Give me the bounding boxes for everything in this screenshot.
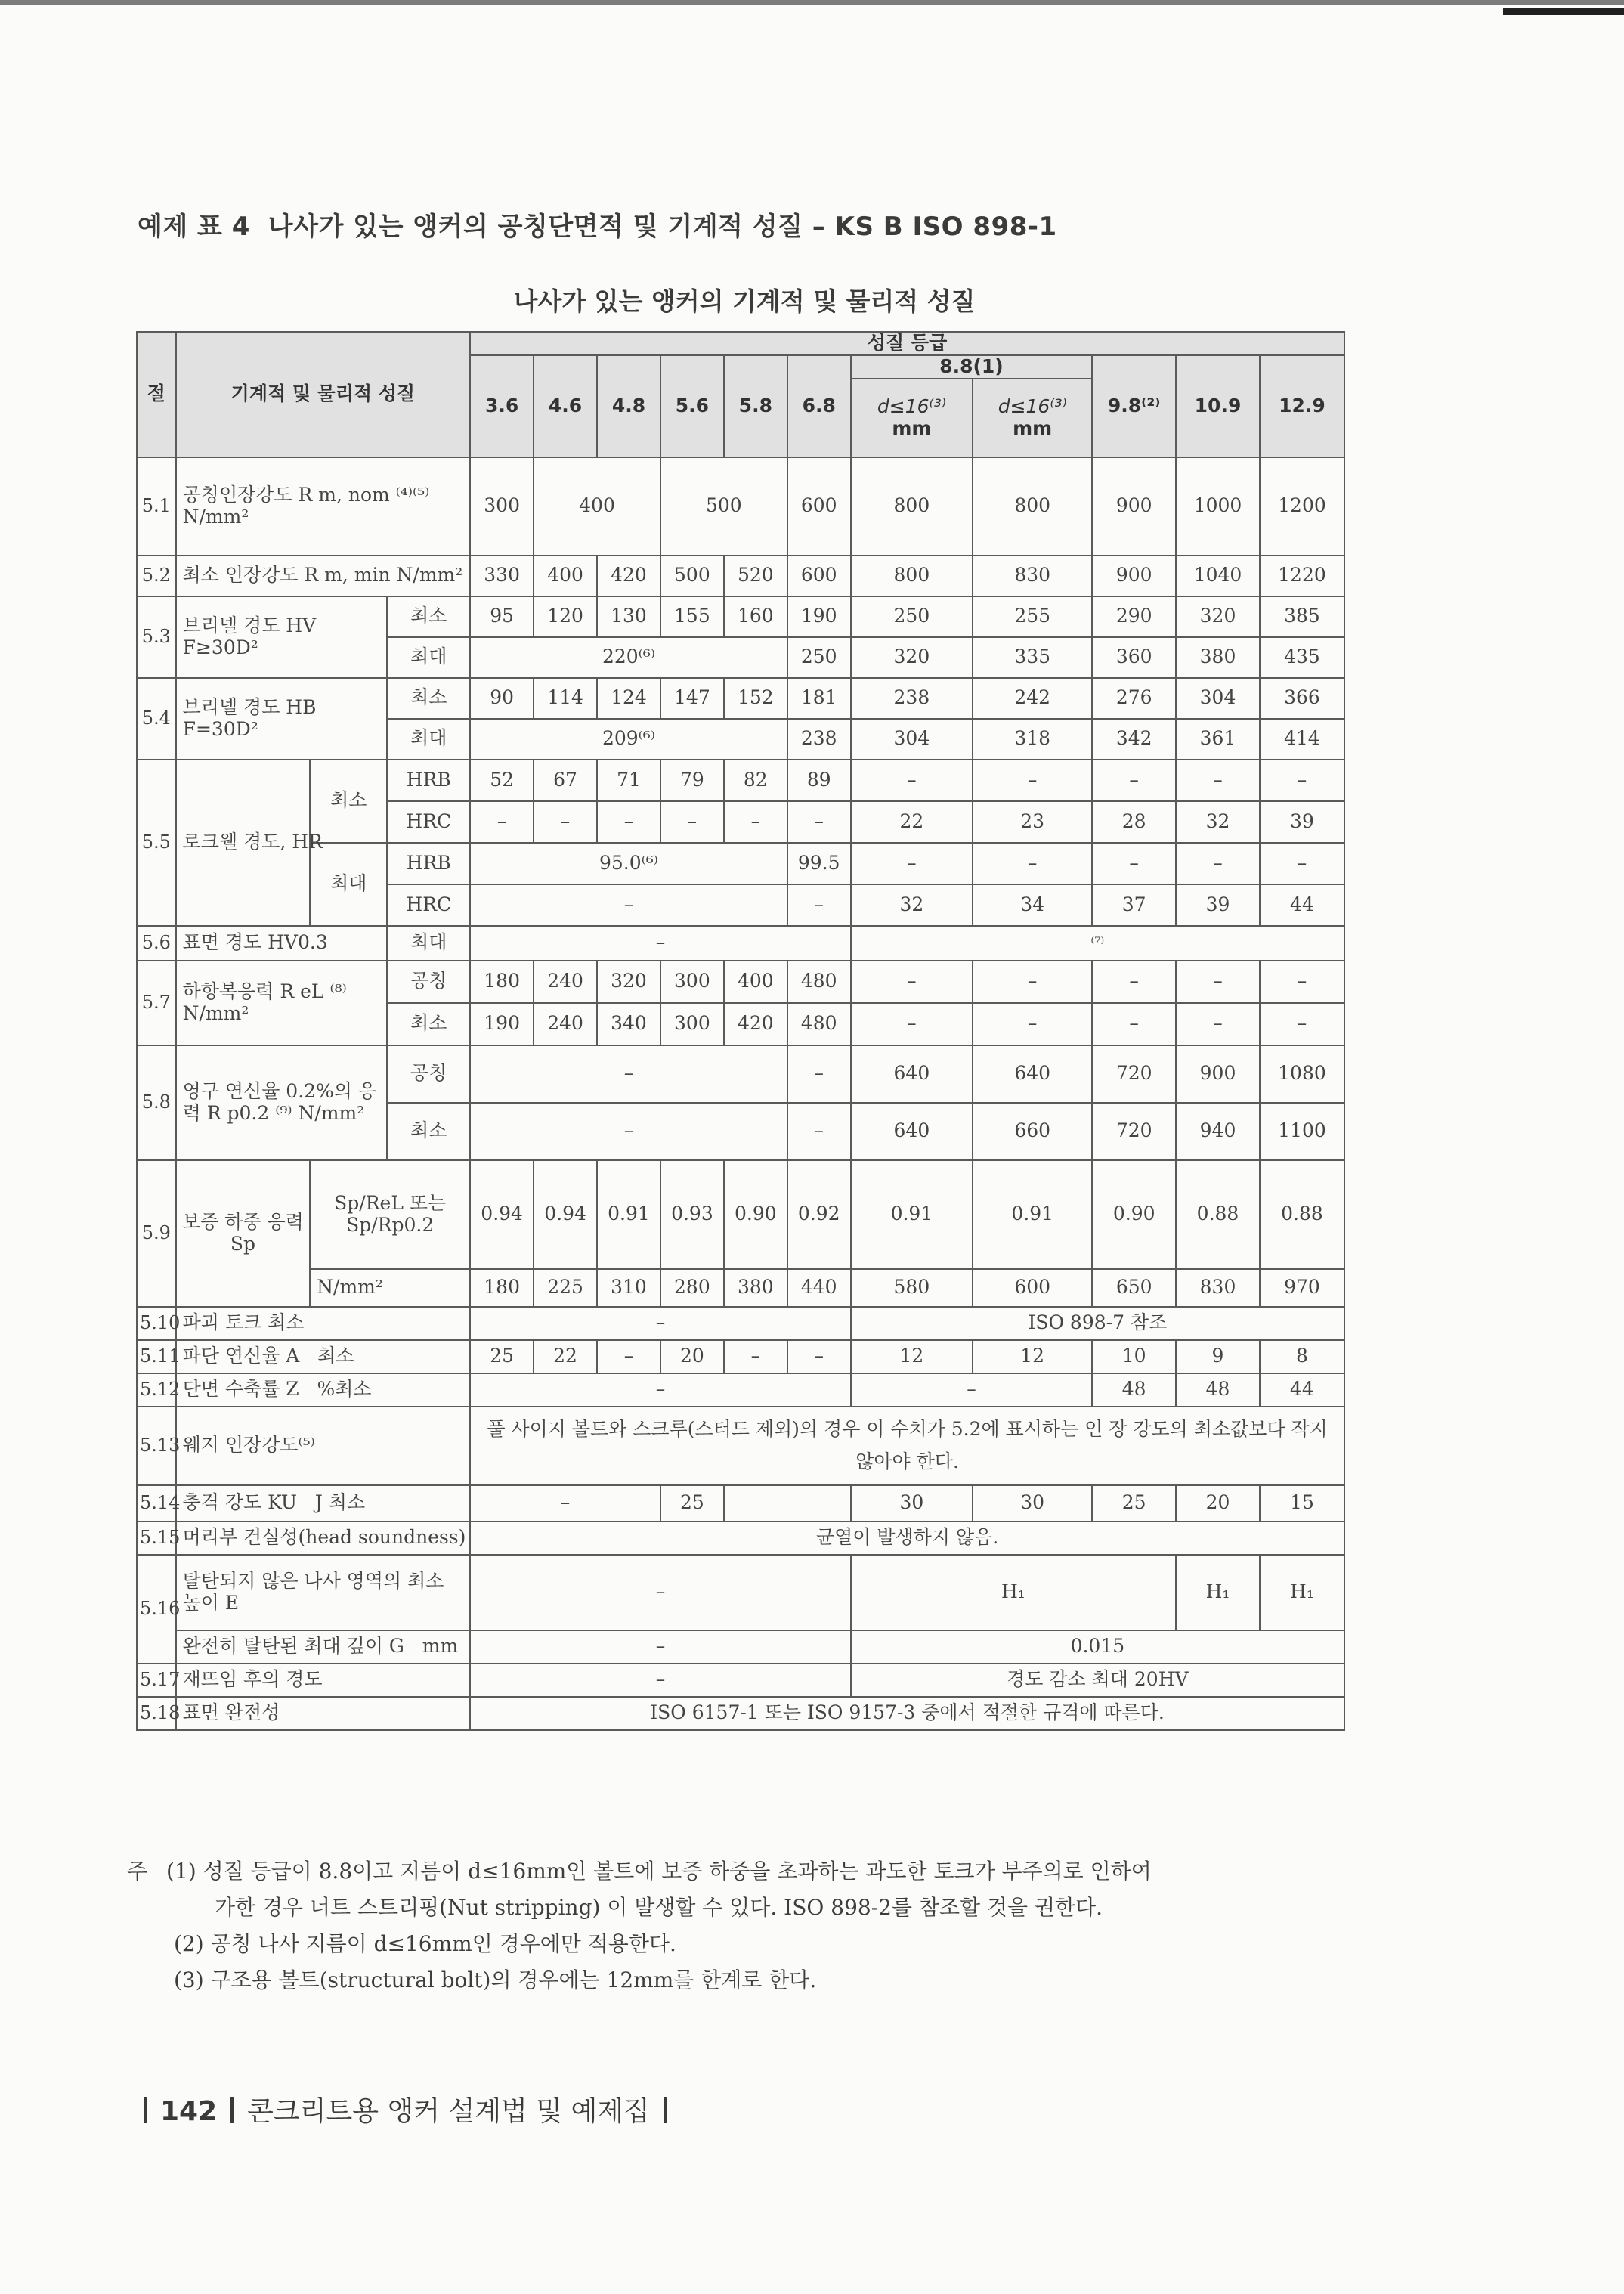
table-cell: 5.4 — [137, 678, 176, 760]
table-row — [137, 556, 1344, 596]
table-cell: 브리넬 경도 HV F≥30D² — [176, 596, 388, 678]
table-cell: 37 — [1092, 884, 1176, 926]
table-cell: 5.7 — [137, 961, 176, 1045]
table-cell: 충격 강도 KU J 최소 — [176, 1485, 471, 1522]
table-cell: 5.2 — [137, 556, 176, 596]
table-cell: 160 — [724, 596, 787, 637]
table-cell: 34 — [973, 884, 1092, 926]
table-cell: 44 — [1260, 884, 1344, 926]
table-cell: 하항복응력 R eL ⁽⁸⁾ N/mm² — [176, 961, 388, 1045]
table-cell: 414 — [1260, 719, 1344, 760]
table-cell: 32 — [1176, 801, 1260, 843]
table-cell: – — [1260, 1003, 1344, 1045]
clause-header: 절 — [137, 332, 176, 457]
table-cell: 5.11 — [137, 1340, 176, 1373]
table-cell: 900 — [1092, 457, 1176, 556]
table-cell: 220⁽⁶⁾ — [470, 637, 787, 678]
table-cell: – — [1260, 843, 1344, 884]
table-cell: 360 — [1092, 637, 1176, 678]
table-cell: 5.16 — [137, 1555, 176, 1664]
table-cell: – — [470, 1630, 851, 1664]
table-cell: 20 — [1176, 1485, 1260, 1522]
table-cell: 335 — [973, 637, 1092, 678]
table-cell: – — [787, 884, 851, 926]
table-cell: 브리넬 경도 HB F=30D² — [176, 678, 388, 760]
table-cell: Sp/ReL 또는 Sp/Rp0.2 — [310, 1160, 470, 1269]
table-cell: 435 — [1260, 637, 1344, 678]
table-cell: 800 — [851, 457, 973, 556]
table-cell: 320 — [1176, 596, 1260, 637]
table-cell: 380 — [724, 1269, 787, 1307]
table-cell: 0.88 — [1260, 1160, 1344, 1269]
table-cell: 238 — [787, 719, 851, 760]
table-cell: 재뜨임 후의 경도 — [176, 1664, 471, 1697]
table-cell: 640 — [851, 1045, 973, 1103]
table-row — [137, 961, 1344, 1003]
corner-rule — [1503, 8, 1624, 15]
footer-bar — [230, 2097, 234, 2123]
table-cell: – — [1176, 760, 1260, 801]
table-cell: H₁ — [851, 1555, 1176, 1630]
grade-98-header: 9.8⁽²⁾ — [1092, 355, 1176, 457]
table-cell: 5.14 — [137, 1485, 176, 1522]
table-cell: 420 — [597, 556, 660, 596]
table-cell — [724, 1485, 851, 1522]
table-row — [137, 1269, 1344, 1307]
table-cell: – — [787, 1045, 851, 1103]
table-cell: 147 — [660, 678, 724, 719]
page-footer — [130, 2090, 680, 2128]
note-1-cont: 가한 경우 너트 스트리핑(Nut stripping) 이 발생할 수 있다. ISO 898-2를 참조할 것을 권한다. — [215, 1895, 1103, 1920]
table-cell: 225 — [534, 1269, 597, 1307]
table-cell: 5.9 — [137, 1160, 176, 1307]
table-cell: 28 — [1092, 801, 1176, 843]
table-cell: – — [470, 1485, 660, 1522]
table-cell: 30 — [973, 1485, 1092, 1522]
table-cell: 5.10 — [137, 1307, 176, 1340]
table-cell: 240 — [534, 1003, 597, 1045]
table-row — [137, 1630, 1344, 1664]
table-cell: 탈탄되지 않은 나사 영역의 최소 높이 E — [176, 1555, 471, 1630]
table-cell: – — [973, 843, 1092, 884]
table-cell: 320 — [851, 637, 973, 678]
table-cell: 640 — [973, 1045, 1092, 1103]
grade-129-header: 12.9 — [1260, 355, 1344, 457]
table-cell: 970 — [1260, 1269, 1344, 1307]
table-cell: 5.12 — [137, 1373, 176, 1407]
table-cell: 5.5 — [137, 760, 176, 926]
table-cell: 71 — [597, 760, 660, 801]
table-cell: 0.88 — [1176, 1160, 1260, 1269]
grade-header: 4.8 — [597, 355, 660, 457]
table-cell: 209⁽⁶⁾ — [470, 719, 787, 760]
table-cell: 95.0⁽⁶⁾ — [470, 843, 787, 884]
table-cell: 114 — [534, 678, 597, 719]
table-cell: 99.5 — [787, 843, 851, 884]
table-cell: 표면 완전성 — [176, 1697, 471, 1730]
table-cell: 균열이 발생하지 않음. — [470, 1522, 1344, 1555]
table-row — [137, 1522, 1344, 1555]
grade-header: 3.6 — [470, 355, 534, 457]
table-cell: 보증 하중 응력 Sp — [176, 1160, 311, 1307]
table-cell: 5.1 — [137, 457, 176, 556]
table-cell: 300 — [660, 1003, 724, 1045]
table-cell: – — [597, 801, 660, 843]
table-cell: – — [1260, 961, 1344, 1003]
table-cell: – — [1092, 760, 1176, 801]
table-cell: 최소 인장강도 R m, min N/mm² — [176, 556, 471, 596]
table-cell: 파단 연신율 A 최소 — [176, 1340, 471, 1373]
table-cell: 5.8 — [137, 1045, 176, 1160]
table-cell: 0.90 — [1092, 1160, 1176, 1269]
table-cell: 600 — [787, 457, 851, 556]
table-cell: 89 — [787, 760, 851, 801]
table-cell: 39 — [1260, 801, 1344, 843]
table-cell: – — [1092, 843, 1176, 884]
table-cell: 500 — [660, 457, 787, 556]
table-cell: 181 — [787, 678, 851, 719]
table-cell: 12 — [851, 1340, 973, 1373]
grade-header: 4.6 — [534, 355, 597, 457]
grade-88a-header: d≤16⁽³⁾ mm — [851, 379, 973, 457]
table-cell: 0.94 — [470, 1160, 534, 1269]
table-cell: 32 — [851, 884, 973, 926]
table-cell: HRC — [387, 801, 470, 843]
table-cell: 255 — [973, 596, 1092, 637]
table-cell: 39 — [1176, 884, 1260, 926]
table-cell: 1040 — [1176, 556, 1260, 596]
table-cell: 0.93 — [660, 1160, 724, 1269]
table-cell: 15 — [1260, 1485, 1344, 1522]
table-caption — [138, 206, 1057, 243]
table-cell: 공칭 — [387, 1045, 470, 1103]
table-cell: 22 — [851, 801, 973, 843]
table-cell: 440 — [787, 1269, 851, 1307]
table-cell: – — [470, 926, 851, 961]
grade-88-header: 8.8(1) — [851, 355, 1093, 379]
table-row — [137, 457, 1344, 556]
table-cell: 1000 — [1176, 457, 1260, 556]
table-row — [137, 1697, 1344, 1730]
table-cell: 380 — [1176, 637, 1260, 678]
table-cell: 420 — [724, 1003, 787, 1045]
table-cell: 300 — [660, 961, 724, 1003]
grade-header: 5.6 — [660, 355, 724, 457]
table-cell: 318 — [973, 719, 1092, 760]
table-cell: 640 — [851, 1103, 973, 1160]
table-cell: – — [724, 1340, 787, 1373]
table-cell: 로크웰 경도, HR — [176, 760, 311, 926]
table-cell: 190 — [787, 596, 851, 637]
table-cell: – — [973, 1003, 1092, 1045]
table-cell: – — [787, 801, 851, 843]
table-cell: 304 — [1176, 678, 1260, 719]
table-cell: 웨지 인장강도⁽⁵⁾ — [176, 1407, 471, 1485]
book-title: 콘크리트용 앵커 설계법 및 예제집 — [247, 2096, 650, 2127]
page-number: 142 — [160, 2096, 218, 2127]
table-subtitle: 나사가 있는 앵커의 기계적 및 물리적 성질 — [513, 286, 976, 316]
table-row — [137, 926, 1344, 961]
table-row — [137, 1160, 1344, 1269]
table-cell: H₁ — [1260, 1555, 1344, 1630]
table-cell: 25 — [470, 1340, 534, 1373]
table-cell: – — [787, 1103, 851, 1160]
table-cell: 최소 — [387, 1003, 470, 1045]
footer-bar — [144, 2097, 147, 2123]
table-cell: 최대 — [387, 926, 470, 961]
property-header: 기계적 및 물리적 성질 — [176, 332, 471, 457]
table-cell: 520 — [724, 556, 787, 596]
table-cell: – — [597, 1340, 660, 1373]
table-cell: – — [1176, 1003, 1260, 1045]
table-cell: 최소 — [387, 1103, 470, 1160]
table-cell: 단면 수축률 Z %최소 — [176, 1373, 471, 1407]
table-cell: 0.91 — [973, 1160, 1092, 1269]
table-cell: – — [787, 1340, 851, 1373]
table-cell: 366 — [1260, 678, 1344, 719]
table-cell: 830 — [1176, 1269, 1260, 1307]
table-cell: 0.92 — [787, 1160, 851, 1269]
table-cell: 최대 — [387, 719, 470, 760]
table-cell: 최대 — [387, 637, 470, 678]
table-cell: 480 — [787, 961, 851, 1003]
table-cell: 600 — [973, 1269, 1092, 1307]
table-cell: 12 — [973, 1340, 1092, 1373]
table-cell: 400 — [534, 457, 660, 556]
table-cell: 5.18 — [137, 1697, 176, 1730]
grade-header: 6.8 — [787, 355, 851, 457]
top-rule — [0, 0, 1624, 5]
table-cell: 480 — [787, 1003, 851, 1045]
table-cell: 830 — [973, 556, 1092, 596]
table-cell: 152 — [724, 678, 787, 719]
note-1: 주 (1) 성질 등급이 8.8이고 지름이 d≤16mm인 볼트에 보증 하중을 초과하는 과도한 토크가 부주의로 인하여 — [127, 1859, 1152, 1884]
table-cell: 5.3 — [137, 596, 176, 678]
table-cell: – — [534, 801, 597, 843]
table-row — [137, 1045, 1344, 1103]
table-cell: 공칭 — [387, 961, 470, 1003]
table-cell: 900 — [1176, 1045, 1260, 1103]
table-cell: 표면 경도 HV0.3 — [176, 926, 388, 961]
table-cell: 580 — [851, 1269, 973, 1307]
table-cell: 67 — [534, 760, 597, 801]
table-cell: 22 — [534, 1340, 597, 1373]
table-cell: 660 — [973, 1103, 1092, 1160]
table-cell: 9 — [1176, 1340, 1260, 1373]
table-cell: 5.15 — [137, 1522, 176, 1555]
table-cell: 650 — [1092, 1269, 1176, 1307]
grade-header: 5.8 — [724, 355, 787, 457]
table-cell: – — [851, 961, 973, 1003]
table-cell: 320 — [597, 961, 660, 1003]
note-2: (2) 공칭 나사 지름이 d≤16mm인 경우에만 적용한다. — [174, 1931, 676, 1956]
table-cell: 최대 — [310, 843, 387, 926]
table-cell: – — [470, 1045, 787, 1103]
table-cell: 330 — [470, 556, 534, 596]
table-cell: 385 — [1260, 596, 1344, 637]
caption-text: 나사가 있는 앵커의 공칭단면적 및 기계적 성질 – KS B ISO 898-1 — [268, 212, 1057, 242]
table-cell: 310 — [597, 1269, 660, 1307]
table-cell: 0.94 — [534, 1160, 597, 1269]
table-cell: 8 — [1260, 1340, 1344, 1373]
table-cell: ⁽⁷⁾ — [851, 926, 1344, 961]
table-cell: HRB — [387, 760, 470, 801]
table-cell: ISO 898-7 참조 — [851, 1307, 1344, 1340]
table-cell: 720 — [1092, 1103, 1176, 1160]
table-cell: 최소 — [387, 596, 470, 637]
table-row — [137, 1555, 1344, 1630]
table-cell: 82 — [724, 760, 787, 801]
notes — [127, 1853, 1366, 1998]
table-cell: 25 — [660, 1485, 724, 1522]
table-cell: 800 — [851, 556, 973, 596]
table-row — [137, 1307, 1344, 1340]
table-cell: 600 — [787, 556, 851, 596]
table-cell: 20 — [660, 1340, 724, 1373]
table-cell: – — [470, 1307, 851, 1340]
table-cell: 영구 연신율 0.2%의 응력 R p0.2 ⁽⁹⁾ N/mm² — [176, 1045, 388, 1160]
table-cell: 0.90 — [724, 1160, 787, 1269]
table-cell: 0.91 — [597, 1160, 660, 1269]
table-cell: 30 — [851, 1485, 973, 1522]
table-cell: 44 — [1260, 1373, 1344, 1407]
table-cell: 300 — [470, 457, 534, 556]
footer-bar — [664, 2097, 667, 2123]
table-cell: – — [1092, 961, 1176, 1003]
caption-label: 예제 표 4 — [138, 212, 250, 242]
table-cell: 5.13 — [137, 1407, 176, 1485]
table-cell: 361 — [1176, 719, 1260, 760]
table-cell: – — [973, 961, 1092, 1003]
table-cell: – — [470, 801, 534, 843]
table-cell: 0.91 — [851, 1160, 973, 1269]
table-cell: 공칭인장강도 R m, nom ⁽⁴⁾⁽⁵⁾ N/mm² — [176, 457, 471, 556]
table-cell: 240 — [534, 961, 597, 1003]
properties-table — [136, 331, 1345, 1731]
table-row — [137, 1340, 1344, 1373]
table-cell: – — [724, 801, 787, 843]
table-cell: 0.015 — [851, 1630, 1344, 1664]
table-cell: 276 — [1092, 678, 1176, 719]
table-cell: 940 — [1176, 1103, 1260, 1160]
table-cell: 340 — [597, 1003, 660, 1045]
table-cell: 25 — [1092, 1485, 1176, 1522]
table-cell: 250 — [787, 637, 851, 678]
table-cell: 95 — [470, 596, 534, 637]
table-cell: – — [851, 1003, 973, 1045]
table-cell: 52 — [470, 760, 534, 801]
table-cell: 400 — [534, 556, 597, 596]
table-row — [137, 596, 1344, 637]
table-cell: – — [1260, 760, 1344, 801]
table-cell: – — [851, 843, 973, 884]
table-cell: 23 — [973, 801, 1092, 843]
table-cell: 최소 — [387, 678, 470, 719]
table-cell: 48 — [1176, 1373, 1260, 1407]
table-cell: – — [973, 760, 1092, 801]
table-cell: HRB — [387, 843, 470, 884]
table-cell: 155 — [660, 596, 724, 637]
table-cell: 풀 사이지 볼트와 스크루(스터드 제외)의 경우 이 수치가 5.2에 표시하는 인 장 강도의 최소값보다 작지 않아야 한다. — [470, 1407, 1344, 1485]
table-cell: 48 — [1092, 1373, 1176, 1407]
table-cell: 242 — [973, 678, 1092, 719]
table-row — [137, 678, 1344, 719]
table-cell: – — [470, 884, 787, 926]
table-cell: 900 — [1092, 556, 1176, 596]
table-cell: 124 — [597, 678, 660, 719]
table-cell: 250 — [851, 596, 973, 637]
table-cell: 5.6 — [137, 926, 176, 961]
table-cell: – — [470, 1373, 851, 1407]
table-cell: 1200 — [1260, 457, 1344, 556]
table-cell: 190 — [470, 1003, 534, 1045]
table-cell: – — [851, 1373, 1093, 1407]
header-row — [137, 332, 1344, 355]
table-cell: 180 — [470, 961, 534, 1003]
table-cell: 1100 — [1260, 1103, 1344, 1160]
table-row — [137, 760, 1344, 801]
table-cell: HRC — [387, 884, 470, 926]
table-cell: 완전히 탈탄된 최대 깊이 G mm — [176, 1630, 471, 1664]
table-row — [137, 1664, 1344, 1697]
table-cell: 79 — [660, 760, 724, 801]
table-cell: 500 — [660, 556, 724, 596]
table-cell: 120 — [534, 596, 597, 637]
table-cell: 경도 감소 최대 20HV — [851, 1664, 1344, 1697]
table-cell: 130 — [597, 596, 660, 637]
table-cell: 400 — [724, 961, 787, 1003]
table-row — [137, 1373, 1344, 1407]
table-cell: 5.17 — [137, 1664, 176, 1697]
table-cell: 머리부 건실성(head soundness) — [176, 1522, 471, 1555]
table-cell: – — [470, 1555, 851, 1630]
table-cell: 290 — [1092, 596, 1176, 637]
table-cell: – — [660, 801, 724, 843]
table-cell: H₁ — [1176, 1555, 1260, 1630]
grade-109-header: 10.9 — [1176, 355, 1260, 457]
table-cell: ISO 6157-1 또는 ISO 9157-3 중에서 적절한 규격에 따른다. — [470, 1697, 1344, 1730]
table-cell: 90 — [470, 678, 534, 719]
grade-88b-header: d≤16⁽³⁾ mm — [973, 379, 1092, 457]
table-cell: – — [851, 760, 973, 801]
table-cell: 720 — [1092, 1045, 1176, 1103]
table-cell: 1220 — [1260, 556, 1344, 596]
table-row — [137, 1485, 1344, 1522]
table-cell: – — [470, 1103, 787, 1160]
table-cell: 280 — [660, 1269, 724, 1307]
table-cell: 180 — [470, 1269, 534, 1307]
table-cell: 10 — [1092, 1340, 1176, 1373]
table-cell: 342 — [1092, 719, 1176, 760]
table-cell: 304 — [851, 719, 973, 760]
grade-group-header: 성질 등급 — [470, 332, 1344, 355]
table-cell: – — [1176, 843, 1260, 884]
table-cell: 238 — [851, 678, 973, 719]
table-row — [137, 1407, 1344, 1485]
table-cell: – — [1092, 1003, 1176, 1045]
table-cell: N/mm² — [310, 1269, 470, 1307]
table-cell: 파괴 토크 최소 — [176, 1307, 471, 1340]
table-cell: – — [1176, 961, 1260, 1003]
table-cell: 800 — [973, 457, 1092, 556]
table-cell: 1080 — [1260, 1045, 1344, 1103]
note-3: (3) 구조용 볼트(structural bolt)의 경우에는 12mm를 한계로 한다. — [174, 1967, 817, 1992]
table-cell: 최소 — [310, 760, 387, 843]
table-cell: – — [470, 1664, 851, 1697]
